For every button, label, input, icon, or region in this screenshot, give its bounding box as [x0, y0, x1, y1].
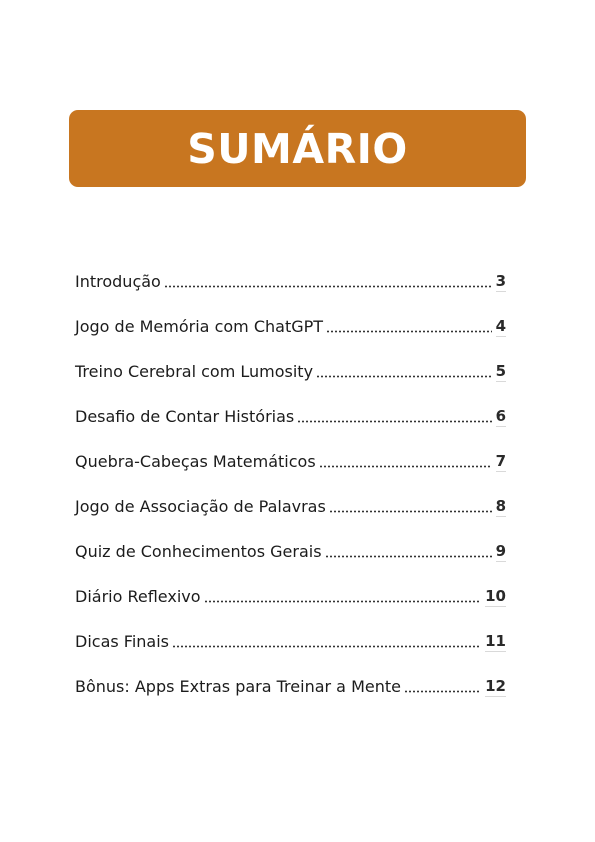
toc-entry-label: Dicas Finais [75, 632, 169, 651]
toc-entry-jogo-de-memoria[interactable] [75, 301, 506, 346]
toc-dot-leader [172, 645, 481, 648]
toc-entry-page: 11 [485, 632, 506, 650]
toc-entry-quebra-cabecas[interactable] [75, 436, 506, 481]
toc-entry-label: Quiz de Conhecimentos Gerais [75, 542, 322, 561]
toc-entry-label: Quebra-Cabeças Matemáticos [75, 452, 316, 471]
toc-entry-page: 7 [495, 452, 506, 470]
toc-dot-leader [297, 420, 491, 423]
toc-dot-leader [325, 555, 492, 558]
toc-entry-label: Treino Cerebral com Lumosity [75, 362, 314, 381]
toc-entry-page: 9 [495, 542, 506, 560]
toc-entry-introducao[interactable] [75, 256, 506, 301]
toc-entry-page: 12 [485, 677, 506, 695]
toc-entry-diario-reflexivo[interactable] [75, 571, 506, 616]
toc-dot-leader [164, 285, 492, 288]
toc-dot-leader [329, 510, 492, 513]
toc-entry-label: Desafio de Contar Histórias [75, 407, 295, 426]
toc-entry-page: 6 [495, 407, 506, 425]
toc-entry-bonus[interactable] [75, 661, 506, 706]
toc-dot-leader [404, 690, 481, 693]
toc-entry-label: Diário Reflexivo [75, 587, 201, 606]
toc-entry-label: Jogo de Associação de Palavras [75, 497, 326, 516]
toc-dot-leader [319, 465, 492, 468]
toc-entry-label: Jogo de Memória com ChatGPT [75, 317, 324, 336]
toc-entry-associacao-palavras[interactable] [75, 481, 506, 526]
toc-entry-page: 8 [495, 497, 506, 515]
toc-entry-treino-cerebral[interactable] [75, 346, 506, 391]
toc-entry-page: 10 [485, 587, 506, 605]
toc-dot-leader [204, 600, 482, 603]
toc-dot-leader [316, 375, 492, 378]
toc-entry-label: Bônus: Apps Extras para Treinar a Mente [75, 677, 401, 696]
toc-dot-leader [326, 330, 492, 333]
toc-entry-page: 3 [495, 272, 506, 290]
toc-entry-page: 5 [495, 362, 506, 380]
toc-entry-desafio-historias[interactable] [75, 391, 506, 436]
title-banner [69, 110, 526, 187]
toc-entry-label: Introdução [75, 272, 161, 291]
table-of-contents [75, 256, 506, 706]
toc-entry-quiz[interactable] [75, 526, 506, 571]
toc-entry-dicas-finais[interactable] [75, 616, 506, 661]
page-title: SUMÁRIO [187, 125, 408, 173]
toc-entry-page: 4 [495, 317, 506, 335]
